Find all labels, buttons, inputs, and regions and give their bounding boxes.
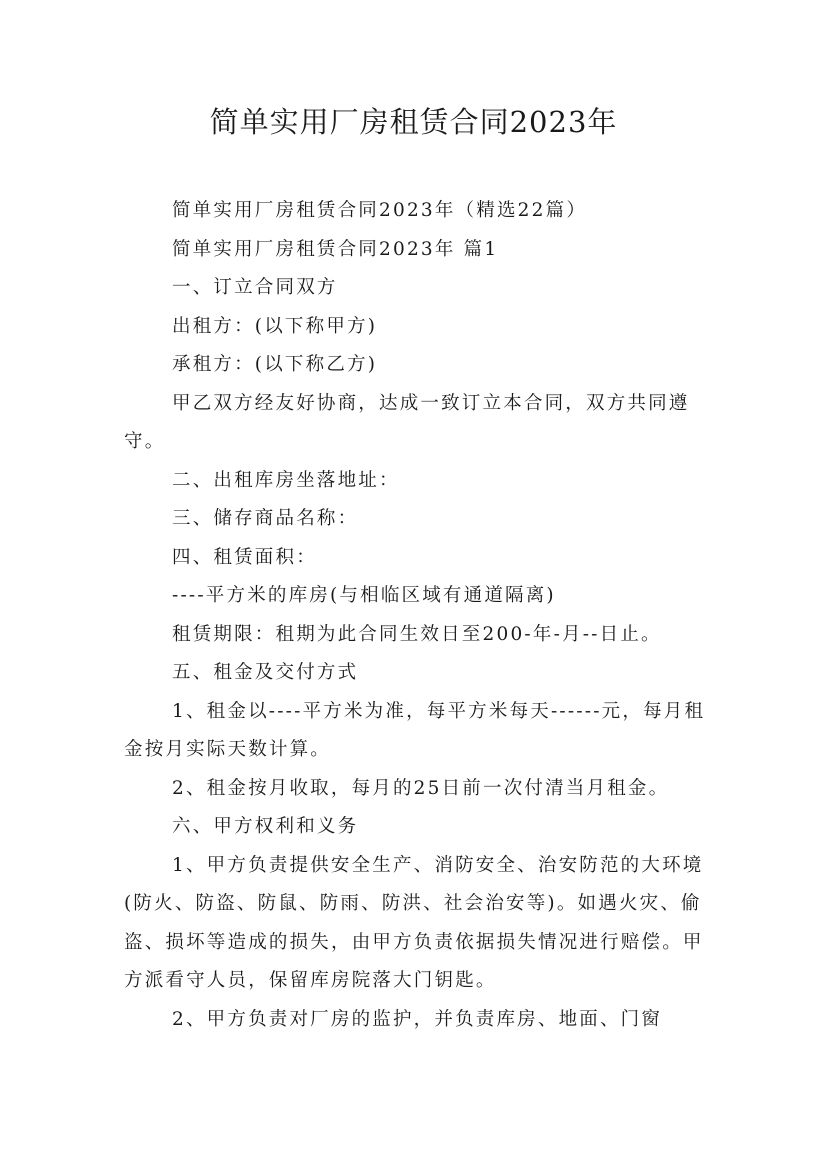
paragraph-lease-term: 租赁期限：租期为此合同生效日至200-年-月--日止。 (172, 623, 662, 645)
paragraph-address-heading: 二、出租库房坐落地址： (172, 469, 400, 491)
paragraph-contract-subtitle: 简单实用厂房租赁合同2023年（精选22篇） (172, 200, 588, 221)
paragraph-lessor: 出租方：(以下称甲方) (172, 315, 378, 337)
paragraph-parties-heading: 一、订立合同双方 (172, 277, 338, 298)
document-title: 简单实用厂房租赁合同2023年 (209, 105, 618, 139)
paragraph-area-heading: 四、租赁面积： (172, 546, 317, 568)
paragraph-rent-item-2: 2、租金按月收取，每月的25日前一次付清当月租金。 (172, 777, 670, 799)
paragraph-section-heading: 简单实用厂房租赁合同2023年 篇1 (172, 238, 499, 260)
paragraph-area-detail: ----平方米的库房(与相临区域有通道隔离) (172, 585, 556, 606)
paragraph-lessor-rights-2: 2、甲方负责对厂房的监护，并负责库房、地面、门窗 (172, 1008, 663, 1030)
paragraph-agreement: 甲乙双方经友好协商，达成一致订立本合同，双方共同遵守。 (124, 392, 690, 452)
paragraph-goods-heading: 三、储存商品名称： (172, 508, 359, 529)
paragraph-lessor-rights-heading: 六、甲方权利和义务 (172, 816, 359, 837)
paragraph-rent-heading: 五、租金及交付方式 (172, 662, 359, 683)
paragraph-lessee: 承租方：(以下称乙方) (172, 354, 378, 375)
document-body (124, 192, 714, 1039)
paragraph-rent-item-1: 1、租金以----平方米为准，每平方米每天------元，每月租金按月实际天数计算。 (124, 700, 706, 760)
paragraph-lessor-rights-1: 1、甲方负责提供安全生产、消防安全、治安防范的大环境(防火、防盗、防鼠、防雨、防洪、社会治安等)。如遇火灾、偷盗、损坏等造成的损失，由甲方负责依据损失情况进行赔偿。甲方派看守人员，保留库房院落大门钥匙。 (124, 854, 704, 991)
